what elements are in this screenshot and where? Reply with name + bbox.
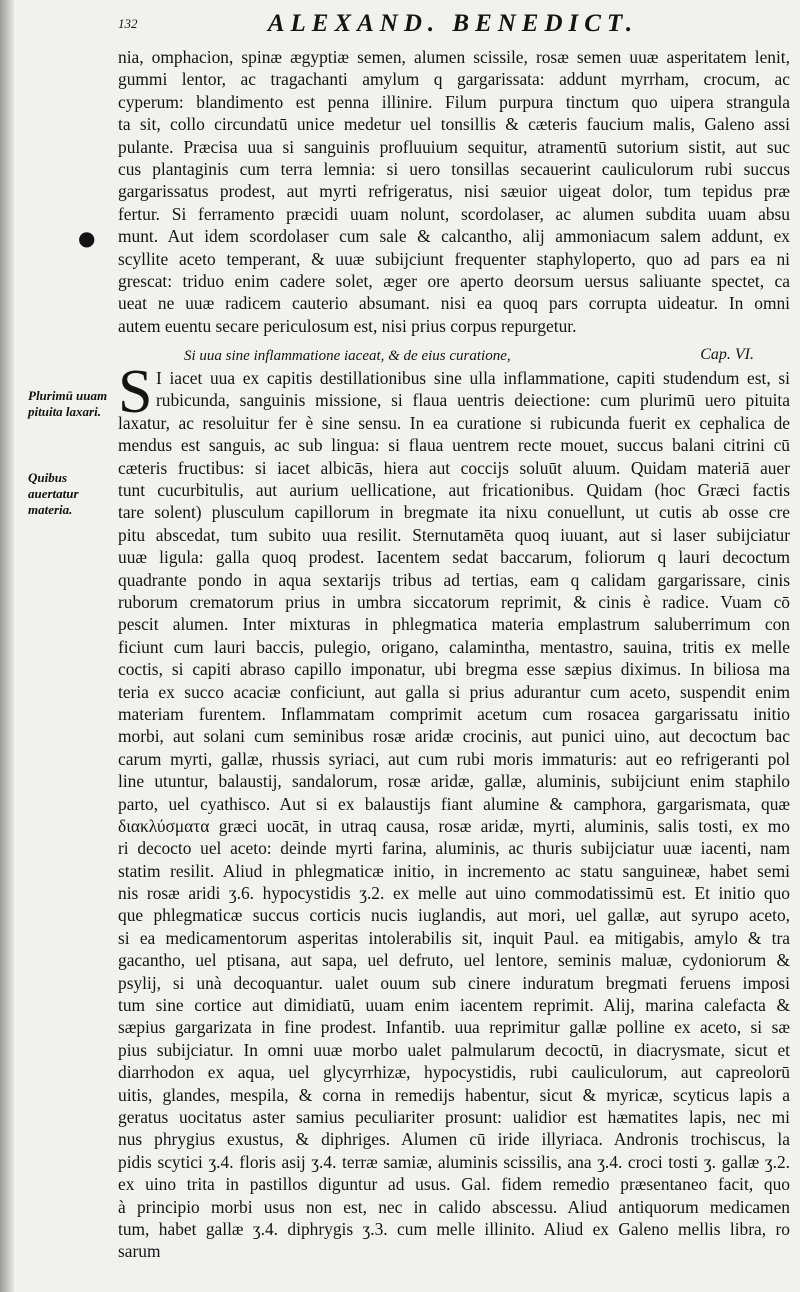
paragraph-before-chapter (118, 46, 790, 337)
chapter-number: Cap. VI. (700, 346, 754, 364)
text-line: tunt cucurbitulis, aut aurium uellicatione, aut fricationibus. Quidam (hoc Græci factis (118, 480, 790, 501)
text-line: pulante. Præcisa uua si sanguinis profluuium sequitur, atramentū sutorium sistit, aut suc (118, 136, 790, 157)
gutter-shadow (0, 0, 14, 1292)
text-line: que phlegmaticæ succus corticis nucis iuglandis, aut mori, uel gallæ, aut syrupo aceto, (118, 905, 790, 926)
text-line: à principio morbi usus non est, nec in calido abscessu. Aliud antiquorum medicamen (118, 1196, 790, 1217)
running-head: ALEXAND. BENEDICT. (267, 10, 639, 37)
text-line: I iacet uua ex capitis destillationibus sine ulla inflammatione, capiti studendum est, si (156, 368, 790, 389)
body-text (118, 46, 790, 1263)
text-line: laxatur, ac resoluitur fer è sine sensu. In ea curatione si rubicunda fuerit ex cephalica de (118, 412, 790, 433)
page-number: 132 (118, 16, 138, 31)
text-line: scyllite aceto temperant, & uuæ subijciunt frequenter staphyloperto, quo ad pars ea ni (118, 248, 790, 269)
text-line: cyperum: blandimento est penna illinire. Filum purpura tinctum quo uipera strangula (118, 91, 790, 112)
text-line: nis rosæ aridi ʒ.6. hypocystidis ʒ.2. ex melle aut uino commodatissimū est. Et initio quo (118, 883, 790, 904)
text-line: pius subijciatur. In omni uuæ morbo ualet palmularum decoctū, in diacrysmate, sicut et (118, 1039, 790, 1060)
text-line: statim resilit. Aliud in phlegmaticæ initio, in incremento ac statu sanguineæ, habet semi (118, 860, 790, 881)
text-line: diarrhodon ex aqua, uel glycyrrhizæ, hypocystidis, rubi cauliculorum, aut capreolorū (118, 1062, 790, 1083)
text-line: διακλύσματα græci uocāt, in utraq causa, rosæ aridæ, myrti, aluminis, salis tosti, ex mo (118, 815, 790, 836)
text-line: munt. Aut idem scordolaser cum sale & calcantho, alij ammoniacum salem addunt, ex (118, 226, 790, 247)
text-line: gargarissatus prodest, aut myrti refrigeratus, nisi sæuior uigeat dolor, tum tepidus præ (118, 181, 790, 202)
text-line: ueat ne uuæ radicem cauterio absumant. nisi ea quoq pars corrupta uideatur. In omni (118, 293, 790, 314)
chapter-text (118, 358, 790, 1263)
text-line: psylij, si unà decoquantur. ualet ouum sub cinere induratum bregmati feruens imposi (118, 972, 790, 993)
text-line: gacantho, uel ptisana, aut sapa, uel defruto, uel lentore, seminis maluæ, cydoniorum & (118, 950, 790, 971)
text-line: quadrante pondo in aqua sextarijs tribus ad tertias, eam q calidam gargarissare, cinis (118, 569, 790, 590)
bullet-mark-icon: ● (78, 226, 96, 250)
text-line: nia, omphacion, spinæ ægyptiæ semen, alumen scissile, rosæ semen uuæ asperitatem lenit, (118, 47, 790, 67)
text-line: cæteris fructibus: si iacet albicās, hiera aut coccijs soluūt aluum. Quidam materiā auer (118, 457, 790, 478)
marginal-note: Plurimū uuam pituita laxari. (28, 388, 108, 419)
text-line: tum sine cortice aut dimidiatū, uuam enim iacentem reprimit. Alij, marina calefacta & (118, 995, 790, 1016)
drop-cap: S (118, 358, 153, 427)
text-line: rubicunda, sanguinis missione, si flaua uentris deiectione: cum plurimū uero pituita (156, 390, 790, 411)
text-line: uuæ ligula: galla quoq prodest. Iacentem sedat baccarum, foliorum q lauri decoctum (118, 547, 790, 568)
text-line: nus phrygius exustus, & diphriges. Alumen cū iride illyriaca. Andronis trochiscus, la (118, 1129, 790, 1150)
page-header (118, 10, 788, 38)
text-line: ri decocto uel aceto: deinde myrti farina, aluminis, ac thuris subijciatur uuæ iacenti, nam (118, 838, 790, 859)
chapter-title: Si uua sine inflammatione iaceat, & de eius curatione, (184, 348, 511, 365)
text-line: geratus uocitatus aster samius peculiariter prosunt: ualidior est hæmatites lapis, nec mi (118, 1106, 790, 1127)
text-line: ficiunt cum lauri baccis, pulegio, origano, calamintha, mentastro, sauina, tritis ex melle (118, 636, 790, 657)
marginal-note: Quibus auertatur materia. (28, 470, 79, 517)
text-line: fertur. Si ferramento præcidi uuam nolunt, scordolaser, ac alumen subdita uuam absu (118, 203, 790, 224)
text-line: tare solent) plusculum capillorum in bregmate ita nixu conuellunt, ut cutis ab osse cre (118, 502, 790, 523)
show-through-text (20, 560, 110, 1260)
text-line: morbi, aut solani cum seminibus rosæ aridæ crocinis, aut punici uino, aut decoctum bac (118, 726, 790, 747)
text-line: mendus est sanguis, ac sub lingua: si flaua uentrem recte mouet, succus balani citrini cū (118, 435, 790, 456)
text-line: pitu abscedat, tum subito uua resilit. Sternutamēta quoq iuuant, aut si laser subijciatur (118, 524, 790, 545)
text-line: ruborum crematorum prius in umbra siccatorum reprimit, & cinis è radice. Vuam cō (118, 591, 790, 612)
text-line: sarum (118, 1241, 161, 1262)
chapter-heading (118, 341, 790, 367)
text-line: grescat: triduo enim cadere solet, æger ore aperto deorsum uersus saliuante spectet, ca (118, 270, 790, 291)
text-line: tum, habet gallæ ʒ.4. diphrygis ʒ.3. cum melle illinito. Aliud ex Galeno mellis libra, ro (118, 1218, 790, 1239)
text-line: uitis, glandes, mespila, & corna in remedijs habentur, sicut & myricæ, scyticus lapis a (118, 1084, 790, 1105)
text-line: cus plantaginis cum terra lemnia: si uero tonsillas secauerint cauliculorum rubi succus (118, 158, 790, 179)
text-line: sæpius gargarizata in fine prodest. Infantib. uua reprimitur gallæ polline ex aceto, si sæ (118, 1017, 790, 1038)
text-line: gummi lentor, ac tragachanti amylum q gargarissata: addunt myrrham, crocum, ac (118, 69, 790, 90)
text-line: line utuntur, balaustij, sandalorum, rosæ aridæ, gallæ, aluminis, subijciunt enim staphilo (118, 771, 790, 792)
text-line: carum myrti, gallæ, rhussis syriaci, aut cum rubi moris immaturis: aut eo refrigeranti pol (118, 748, 790, 769)
text-line: teria ex succo acaciæ conficiunt, aut galla si prius adurantur cum aceto, suspendit enim (118, 681, 790, 702)
text-line: pescit alumen. Inter mixturas in phlegmatica materia emplastrum saluberrimum con (118, 614, 790, 635)
text-line: ex uino trita in pastillos diguntur ad usus. Gal. fidem remedio præsentaneo facit, quo (118, 1174, 790, 1195)
text-line: si ea medicamentorum asperitas intolerabilis sit, inquit Paul. ea mitigabis, amylo & tra (118, 927, 790, 948)
text-line: parto, uel cyathisco. Aut si ex balaustijs fiant alumine & camphora, gargarismata, quæ (118, 793, 790, 814)
text-line: materiam furentem. Inflammatam comprimit acetum cum rosacea gargarissatu initio (118, 703, 790, 724)
text-line: coctis, si capiti abraso capillo imponatur, ubi bregma esse sæpius diximus. In biliosa ma (118, 659, 790, 680)
text-line: ta sit, collo circundatū unice medetur uel tonsillis & cæteris faucium malis, Galeno assi (118, 114, 790, 135)
text-line: pidis scytici ʒ.4. floris asij ʒ.4. terræ samiæ, aluminis scissilis, ana ʒ.4. croci tosti ʒ. gallæ ʒ.2. (118, 1151, 790, 1172)
text-line: autem euentu secare periculosum est, nisi prius corpus repurgetur. (118, 315, 577, 336)
